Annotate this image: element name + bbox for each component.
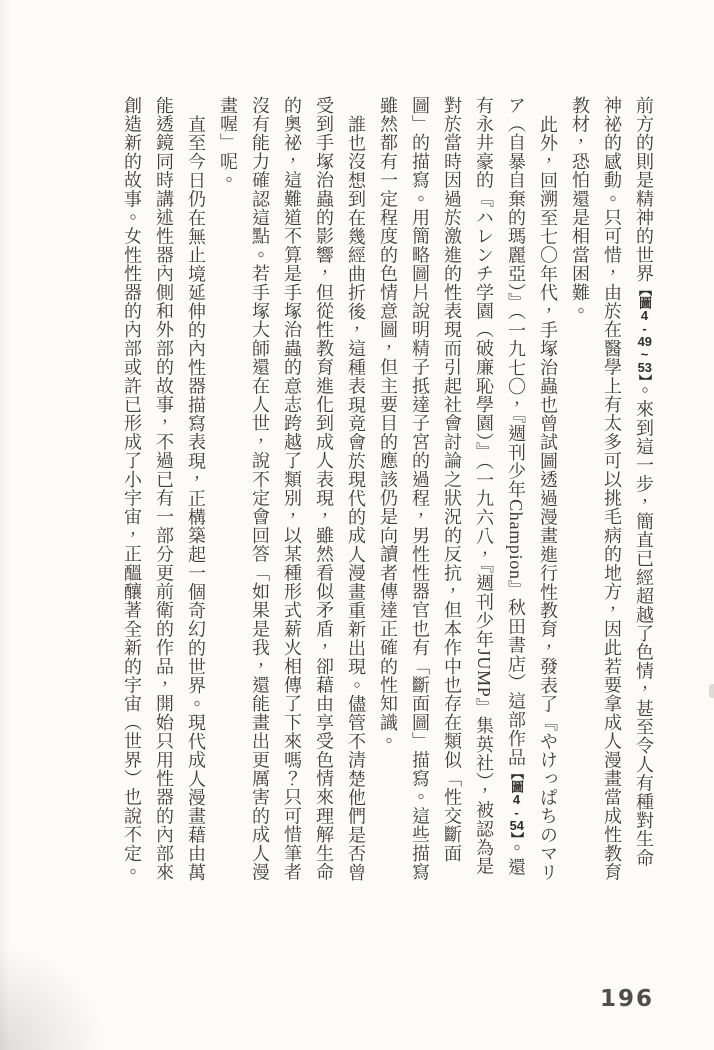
figref-hyphen: - (642, 322, 647, 336)
paragraph-2-text-end: 。還有永井豪的『ハレンチ学園（破廉恥學園）』（一九六八，『週刊少年JUMP』集英社），被認為是對於當時因過於激進的性表現而引起社會討論之狀況的反抗，但本作中也存在類似「性交斷面圖」的描寫。用簡略圖片說明精子抵達子宮的過程，男性性器官也有「斷面圖」描寫。這些描寫雖然都有一定程度的色情意圖，但主要目的應該仍是向讀者傳達正確的性知識。 (378, 96, 526, 882)
figref-number: 4 (512, 793, 521, 807)
page-number: 196 (600, 986, 655, 1012)
scan-edge-shading (0, 0, 10, 1050)
paragraph-3 (212, 96, 372, 884)
figref-open-bracket: 【圖 (637, 283, 652, 310)
figref-tilde: ~ (640, 348, 649, 362)
paragraph-3-text: 誰也沒想到在幾經曲折後，這種表現竟會於現代的成人漫畫重新出現。儘管不清楚他們是否曾受到手塚治蟲的影響，但從性教育進化到成人表現，雖然看似矛盾，卻藉由享受色情來理解生命的奧祕，這難道不算是手塚治蟲的意志跨越了類別，以某種形式薪火相傳了下來嗎？只可惜筆者沒有能力確認這點。若手塚大師還在人世，說不定會回答「如果是我，還能畫出更厲害的成人漫畫喔」呢。 (218, 96, 366, 882)
figref-number: 53 (637, 361, 652, 375)
paragraph-2 (372, 96, 564, 884)
page-text-area (82, 96, 660, 884)
scan-edge-mark (709, 684, 714, 698)
paragraph-1-text-end: 。來到這一步，簡直已經超越了色情，甚至令人有種對生命神祕的感動。只可惜，由於在醫學上有太多可以挑毛病的地方，因此若要拿成人漫畫當成性教育教材，恐怕還是相當困難。 (570, 96, 654, 882)
figref-number: 49 (637, 335, 652, 349)
paragraph-1-text-start: 前方的則是精神的世界 (634, 96, 654, 283)
figref-number: 54 (509, 819, 524, 833)
figref-open-bracket: 【圖 (509, 766, 524, 794)
scan-corner-shadow (0, 950, 110, 1050)
figure-reference-4-54 (509, 767, 524, 839)
paragraph-4 (116, 96, 212, 884)
figref-close-bracket: 】 (637, 374, 652, 382)
paragraph-1 (564, 96, 660, 884)
paragraph-2-text-start: 此外，回溯至七〇年代，手塚治蟲也曾試圖透過漫畫進行性教育，發表了『やけっぱちのマリア（自暴自棄的瑪麗亞）』（一九七〇，『週刊少年Champion』秋田書店）這部作品 (506, 96, 558, 882)
figref-hyphen: - (514, 806, 519, 820)
figure-reference-4-49-53 (637, 283, 652, 381)
figref-close-bracket: 】 (509, 832, 524, 839)
figref-number: 4 (640, 309, 649, 323)
paragraph-4-text: 直至今日仍在無止境延伸的內性器描寫表現，正構築起一個奇幻的世界。現代成人漫畫藉由萬能透鏡同時講述性器內側和外部的故事，不過已有一部分更前衛的作品，開始只用性器的內部來創造新的故事。女性性器的內部或許已形成了小宇宙，正醞釀著全新的宇宙（世界）也說不定。 (122, 96, 206, 882)
